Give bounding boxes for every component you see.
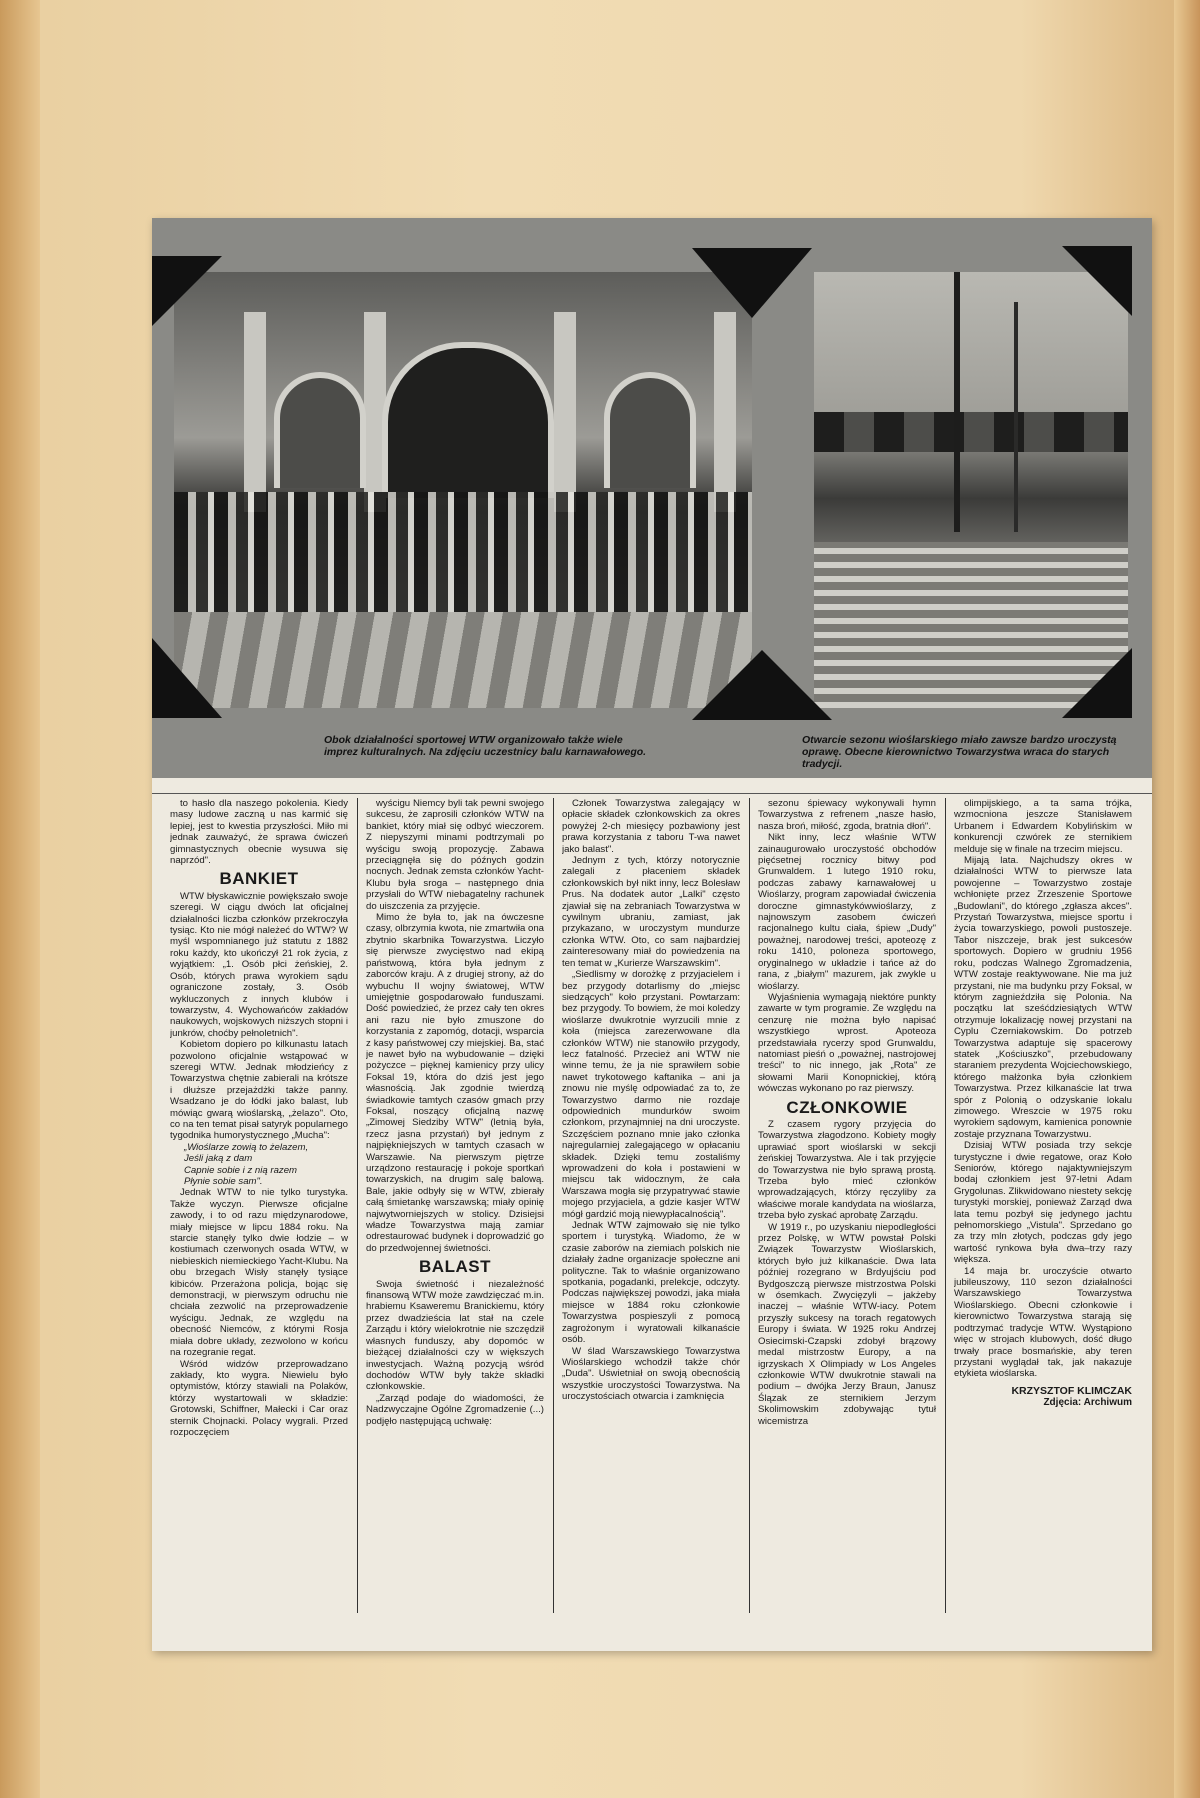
album-gutter (0, 0, 40, 1798)
article-column-2 (366, 798, 544, 1638)
column-rule (945, 798, 946, 1613)
paragraph: Członek Towarzystwa zalegający w opłacie składek członkowskich za okres powyżej 2-ch miesięcy pozbawiony jest prawa korzystania z taboru T-wa nawet jako balast". (562, 798, 740, 855)
photo-column (554, 312, 576, 512)
column-rule (357, 798, 358, 1613)
paragraph: Nikt inny, lecz właśnie WTW zainaugurowało uroczystość obchodów pięćsetnej rocznicy bitwy pod Grunwaldem. 1 lutego 1910 roku, podczas zabawy karnawałowej u Wioślarzy, program zapowiadał ćwiczenia doroczne gimnastykówwioślarzy, z najnowszym zasobem ćwiczeń racjonalnego kultu ciała, śpiew „Dudy" poważnej, narodowej treści, apoteozę z roku 1410, poloneza sportowego, oryginalnego w układzie i tańce aż do rana, z „białym" mazurem, jak zwykle u wioślarzy. (758, 832, 936, 992)
newspaper-clipping (152, 218, 1152, 1651)
photo-crowd (174, 492, 752, 612)
column-rule (553, 798, 554, 1613)
article-column-3 (562, 798, 740, 1638)
paragraph: 14 maja br. uroczyście otwarto jubileuszowy, 110 sezon działalności Warszawskiego Towarzystwa Wioślarskiego. Obecni członkowie i kierownictwo Towarzystwa starają się podtrzymać tradycje WTW. Wystąpiono więc w strojach klubowych, dość długo trwały prace bosmańskie, aby teren przystani wyglądał tak, jak nakazuje etykieta wioślarska. (954, 1265, 1132, 1380)
paragraph: olimpijskiego, a ta sama trójka, wzmocniona jeszcze Stanisławem Urbanem i Edwardem Kobylińskim w konkurencji czwórek ze sternikiem melduje się w finale na trzecim miejscu. (954, 798, 1132, 855)
album-edge (1174, 0, 1200, 1798)
photo-column (714, 312, 736, 512)
photo-mast (954, 272, 960, 532)
article-column-5 (954, 798, 1132, 1638)
paragraph: Jednym z tych, którzy notorycznie zalegali z płaceniem składek członkowskich był nikt inny, lecz Bolesław Prus. Na dodatek autor „Lalki" często zjawiał się na zebraniach Towarzystwa w cywilnym ubraniu, zamiast, jak przykazano, w uroczystym mundurze członka WTW. Oto, co sam najbardziej zainteresowany miał do powiedzenia na ten temat w „Kurierze Warszawskim". (562, 855, 740, 969)
photo-corner-bottom-mid (692, 650, 832, 720)
section-heading: BANKIET (219, 869, 299, 889)
paragraph: WTW błyskawicznie powiększało swoje szeregi. W ciągu dwóch lat oficjalnej działalności liczba członków przekroczyła tysiąc. Kto nie mógł należeć do WTW? W myśl wspomnianego już statutu z 1882 roku każdy, kto ukończył 21 rok życia, z wyjątkiem: „1. Osób płci żeńskiej, 2. Osób, których prawa wyrokiem sądu ograniczone zostały, 3. Osób wykluczonych z innych klubów i towarzystw, 4. Wychowańców zakładów naukowych, wojskowych niższych stopni i junkrów, choćby pełnoletnich". (170, 890, 348, 1039)
article-column-4 (758, 798, 936, 1638)
author-byline: KRZYSZTOF KLIMCZAK (1011, 1384, 1132, 1397)
photo-credit: Zdjęcia: Archiwum (1043, 1397, 1132, 1409)
photo-arch (604, 372, 696, 488)
paragraph: Z czasem rygory przyjęcia do Towarzystwa złagodzono. Kobiety mogły uprawiać sport wioślarski w sekcji żeńskiej Towarzystwa. Ale i tak przyjęcie do Towarzystwa nie było sprawą prostą. Trzeba było mieć członków wprowadzających, którzy ręczyliby za właściwe morale kandydata na wioślarza, trzeba było zyskać aprobatę Zarządu. (758, 1118, 936, 1222)
photo-corner-top-left (152, 256, 222, 326)
frame-rule (152, 793, 1152, 794)
boathouse-photo (814, 272, 1128, 708)
photo-column (244, 312, 266, 512)
caption-right: Otwarcie sezonu wioślarskiego miało zawsze bardzo uroczystą oprawę. Obecne kierownictwo Towarzystwa wraca do starych tradycji. (802, 734, 1117, 770)
section-heading: CZŁONKOWIE (786, 1097, 908, 1117)
paragraph: W 1919 r., po uzyskaniu niepodległości przez Polskę, w WTW powstał Polski Związek Towarzystw Wioślarskich, których było już kilkanaście. Dwa lata później rozegrano w Brdyujściu pod Bydgoszczą pierwsze mistrzostwa Polski w ósemkach. Zwycięzyli – jakżeby inaczej – właśnie WTW-iacy. Potem przyszły sukcesy na torach regatowych Europy i świata. W 1925 roku Andrzej Osiecimski-Czapski zdobył brązowy medal mistrzostw Europy, a na igrzyskach X Olimpiady w Los Angeles członkowie WTW dwukrotnie stawali na podium – dwójka Jerzy Braun, Janusz Ślązak ze sternikiem Jerzym Skolimowskim zdobywając tytuł wicemistrza (758, 1221, 936, 1427)
paragraph: Jednak WTW zajmowało się nie tylko sportem i turystyką. Wiadomo, że w czasie zaborów na ziemiach polskich nie działały żadne organizacje społeczne ani polityczne. Tak to właśnie organizowano spotkania, pogadanki, prelekcje, odczyty. Podczas największej powodzi, jaka miała miejsce w 1884 roku członkowie Towarzystwa pospieszyli z pomocą zagrożonym i wyratowali kilkanaście osób. (562, 1220, 740, 1346)
verse-line: Płynie sobie sam". (184, 1176, 263, 1187)
photo-band (152, 218, 1152, 778)
photo-arch (382, 342, 554, 498)
photo-floor (174, 612, 752, 708)
paragraph: Mijają lata. Najchudszy okres w działalności WTW to pierwsze lata powojenne – Towarzystwo zostaje wchłonięte przez Zrzeszenie Sportowe „Budowlani", do którego „zgłasza akces". Przystań Towarzystwa, miejsce sportu i życia towarzyskiego, powoli pustoszeje. Tabor niszczeje, brak jest sukcesów sportowych. Dopiero w grudniu 1956 roku, podczas Walnego Zgromadzenia, WTW zostaje reaktywowane. Nie ma już przystani, nie ma budynku przy Foksal, w którym zagnieździła się Polonia. Na początku lat sześćdziesiątych WTW otrzymuje lokalizację nowej przystani na Cyplu Czerniakowskim. Do potrzeb Towarzystwa adaptuje się spacerowy statek „Kościuszko", przebudowany staraniem prezydenta Wojciechowskiego, którego małżonka była członkiem Towarzystwa. Przez kilkanaście lat trwa spór z Polonią o odzyskanie lokalu zimowego. Wreszcie w 1975 roku wyrokiem sądowym, kamienica ponownie zostaje przyznana Towarzystwu. (954, 855, 1132, 1140)
paragraph: „Zarząd podaje do wiadomości, że Nadzwyczajne Ogólne Zgromadzenie (...) podjęło następującą uchwałę: (366, 1392, 544, 1427)
photo-corner-bottom-left (152, 638, 222, 718)
column-rule (749, 798, 750, 1613)
article-columns (152, 798, 1152, 1638)
photo-mast (1014, 302, 1018, 532)
paragraph: Jednak WTW to nie tylko turystyka. Także wyczyn. Pierwsze oficjalne zawody, i to od razu międzynarodowe, miały miejsce w lipcu 1884 roku. Na starcie stanęły tylko dwie łodzie – w kostiumach czerwonych osada WTW, w niebieskich niemieckiego Yacht-Klubu. Na obu brzegach Wisły stanęły tysiące kibiców. Przerażona policja, bojąc się demonstracji, w pierwszym odruchu nie chciała zezwolić na przeprowadzenie wyścigu. Jednak, ze względu na obecność Niemców, z którymi Rosja miała dobre układy, zezwolono w końcu na rozegranie regat. (170, 1187, 348, 1359)
article-column-1 (170, 798, 348, 1638)
verse-line: Jeśli jaką z dam (184, 1153, 253, 1165)
paragraph: to hasło dla naszego pokolenia. Kiedy masy ludowe zaczną u nas karmić się lepiej, jest to kwestia przyszłości. Miło mi jednak zauważyć, że sprawa ćwiczeń gimnastycznych obecnie wysuwa się naprzód". (170, 798, 348, 867)
paragraph: W ślad Warszawskiego Towarzystwa Wioślarskiego wchodził także chór „Duda". Uświetniał on swoją obecnością wszystkie uroczystości Towarzystwa. Na uroczystościach otwarcia i zamknięcia (562, 1345, 740, 1403)
photo-arch (274, 372, 366, 488)
paragraph: Wśród widzów przeprowadzano zakłady, kto wygra. Niewielu było optymistów, którzy stawiali na Polaków, którzy wystartowali w składzie: Grotowski, Schiffner, Małecki i Car oraz sternik Chojnacki. Polacy wygrali. Przed rozpoczęciem (170, 1358, 348, 1438)
section-heading: BALAST (419, 1257, 491, 1277)
paragraph: Swoja świetność i niezależność finansową WTW może zawdzięczać m.in. hrabiemu Ksaweremu Branickiemu, który przez dwadzieścia lat stał na czele Zarządu i który wielokrotnie nie szczędził własnych funduszy, aby dopomóc w bieżącej działalności czy w większych inwestycjach. Ważną pozycją wśród dochodów WTW były także składki członkowskie. (366, 1278, 544, 1393)
ballroom-photo (174, 272, 752, 708)
photo-corner-top-mid (692, 248, 812, 318)
paragraph: Kobietom dopiero po kilkunastu latach pozwolono oficjalnie wstąpować w szeregi WTW. Jednak młodzieńcy z Towarzystwa chętnie zabierali na krótsze i dłuższe przejażdżki także panny. Wsadzano je do łódki jako balast, lub mówiąc gwarą wioślarską, „żelazo". Oto, co na ten temat pisał satyryk popularnego tygodnika humorystycznego „Mucha": (170, 1039, 348, 1142)
paragraph: Wyjaśnienia wymagają niektóre punkty zawarte w tym programie. Ze względu na cenzurę nie można było napisać wszystkiego wprost. Apoteoza przedstawiała rycerzy spod Grunwaldu, natomiast pieśń o „poważnej, nastrojowej treści" to nic innego, jak „Rota" ze słowami Marii Konopnickiej, którą wówczas wykonano po raz pierwszy. (758, 991, 936, 1095)
caption-left: Obok działalności sportowej WTW organizowało także wiele imprez kulturalnych. Na zdjęciu uczestnicy balu karnawałowego. (324, 734, 647, 758)
paragraph: wyścigu Niemcy byli tak pewni swojego sukcesu, że zaprosili członków WTW na bankiet, który miał się odbyć wieczorem. Z niepyszymi minami podtrzymali po wyścigu swoją propozycję. Zabawa przeciągnęła się do późnych godzin nocnych. Jednak zemsta członków Yacht-Klubu była sroga – następnego dnia przysłali do WTW niebagatelny rachunek do uiszczenia za przyjęcie. (366, 798, 544, 912)
paragraph: Dzisiaj WTW posiada trzy sekcje turystyczne i dwie regatowe, oraz Koło Seniorów, którego najaktywniejszym bodaj członkiem jest 97-letni Adam Grygolunas. Zlikwidowano niestety sekcję turystyki morskiej, ponieważ Zarząd dwa lata temu pozbył się jedynego jachtu pełnomorskiego „Vistula". Sprzedano go za trzy mln złotych, podczas gdy jego wartość rynkowa była dwa–trzy razy większa. (954, 1140, 1132, 1266)
photo-corner-top-right (1062, 246, 1132, 316)
paragraph: sezonu śpiewacy wykonywali hymn Towarzystwa z refrenem „nasze hasło, nasza broń, miłość, zgoda, bratnia dłoń". (758, 798, 936, 832)
paragraph: „Siedlismy w dorożkę z przyjacielem i bez przygody dotarlismy do „miejsc siedzących" koło przystani. Powtarzam: bez przygody. To bowiem, że moi koledzy wioślarze dwukrotnie wyrzucili mnie z koła (miejsca zarezerwowane dla członków WTW) nie stanowiło przygody, lecz fatalność. Przecież ani WTW nie winne temu, że ja nie sprawiłem sobie nawet trykotowego kaftanika – ani ja znowu nie myślę odpowiadać za to, że Towarzystwo darmo nie rozdaje odpowiednich mundurków swoim członkom, przynajmniej na dni uroczyste. Szczęściem poznano mnie jako członka najregularniej zalegającego w opłacaniu składek. Dzięki temu zostaliśmy wprowadzeni do koła i postawieni w miejscu tak widocznym, że cała Warszawa mogła się przypatrywać stawie mojego przyjaciela, a gdzie kasjer WTW mógł gardzić moją niewypłacalnością". (562, 969, 740, 1220)
photo-corner-bottom-right (1062, 648, 1132, 718)
verse-line: „Wioślarze zowią to żelazem, (184, 1141, 309, 1153)
verse-line: Capnie sobie i z nią razem (184, 1164, 298, 1176)
photo-bridge (814, 412, 1128, 452)
paragraph: Mimo że była to, jak na ówczesne czasy, olbrzymia kwota, nie zmartwiła ona zbytnio skarbnika Towarzystwa. Liczyło się pierwsze zwycięstwo nad ekipą państwową, która była jednym z zaborców kraju. A z drugiej strony, aż do wybuchu II wojny światowej, WTW umiejętnie gospodarowało funduszami. Dość powiedzieć, że przez cały ten okres ani razu nie było zmuszone do korzystania z zapomóg, dotacji, wsparcia z kasy państwowej czy miejskiej. Ba, stać je nawet było na wybudowanie – dzięki pożyczce – pięknej kamienicy przy ulicy Foksal 19, która do dziś jest jego własnością. Jak zgodnie twierdzą świadkowie tamtych czasów gmach przy Foksal, noszący oficjalną nazwę „Zimowej Siedziby WTW" (letnią była, rzecz jasna przystań) był jednym z najpiękniejszych w tamtych czasach w Warszawie. Na pierwszym piętrze urządzono restaurację i pokoje sportkań towarzyskich, na drugim salę balową. Bale, jakie odbyły się w WTW, zbierały całą śmietankę warszawską; miały opinię najwytworniejszych w stolicy. Dzisiejsi władze Towarzystwa mają zamiar odrestaurować budynek i doprowadzić go do przedwojennej świetności. (366, 912, 544, 1254)
